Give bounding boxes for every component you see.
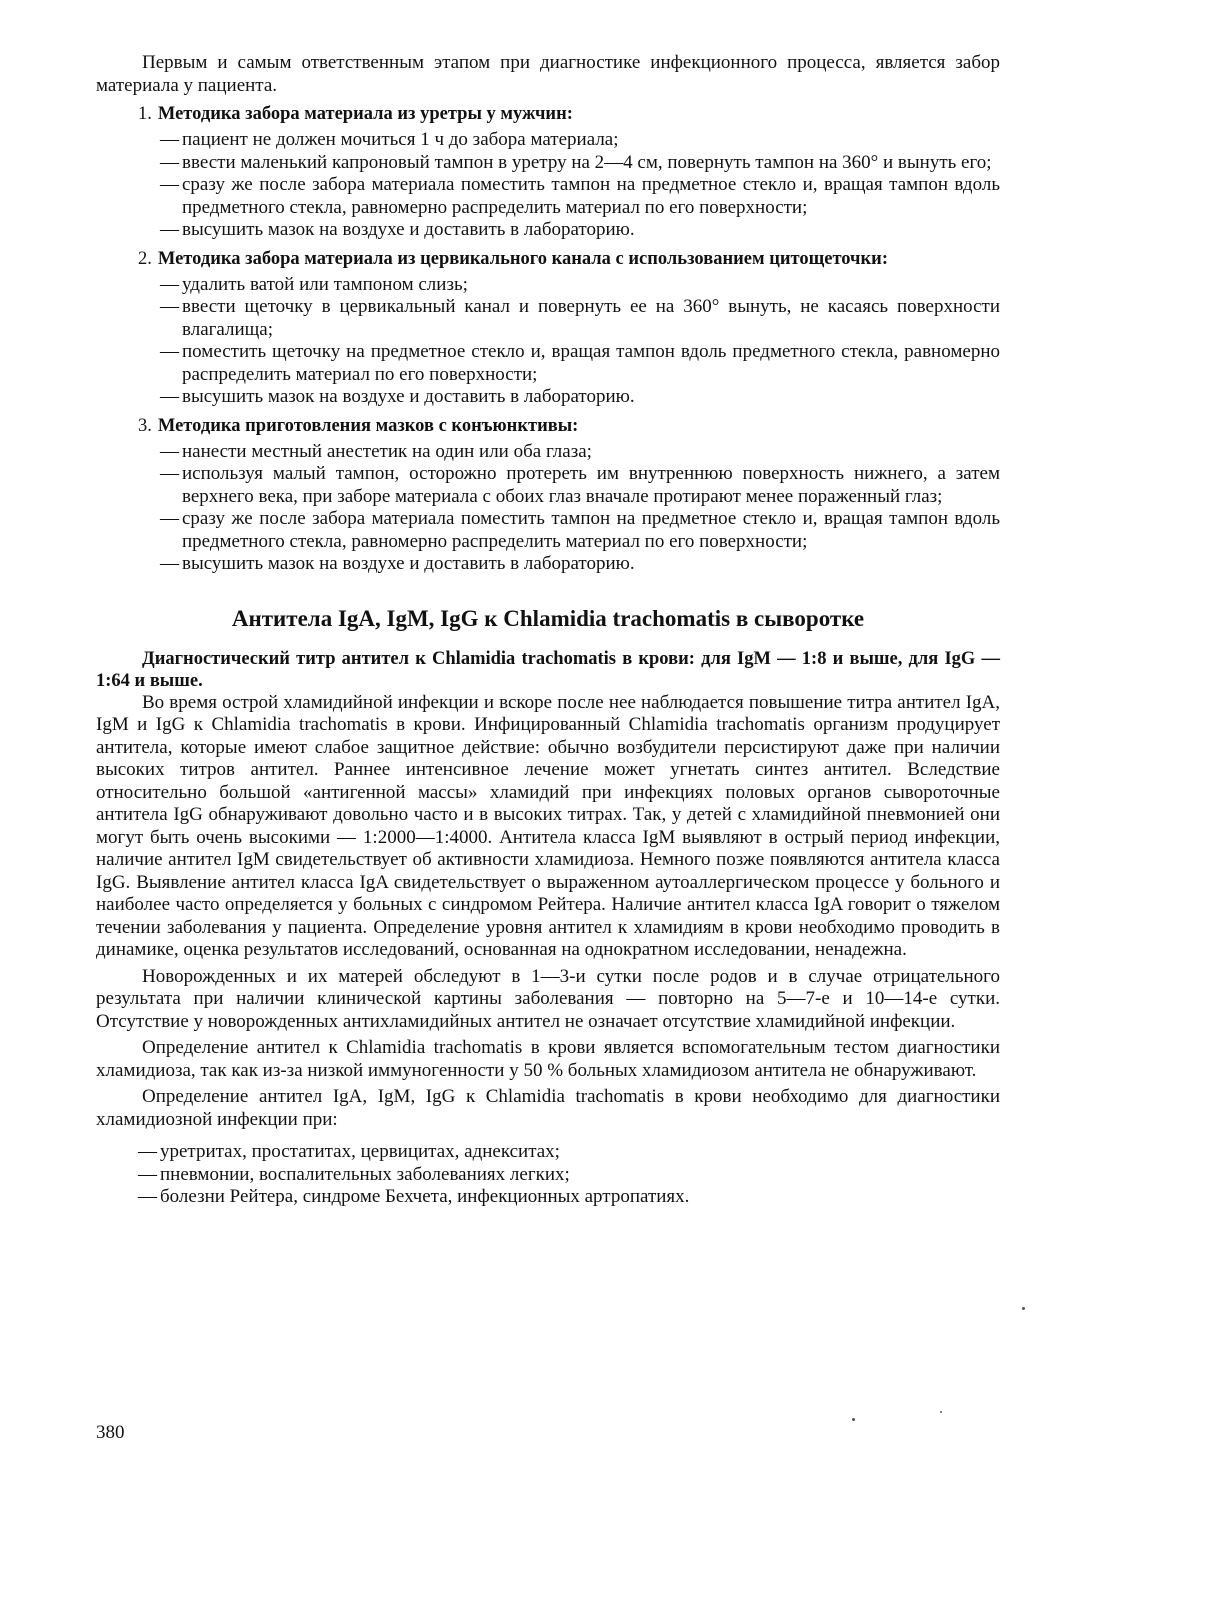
list-item: — высушить мазок на воздухе и доставить в лабораторию. — [160, 219, 1000, 242]
article-title: Антитела IgA, IgM, IgG к Chlamidia trachomatis в сыворотке — [231, 605, 865, 631]
list-item: — пневмонии, воспалительных заболеваниях легких; — [138, 1164, 1000, 1187]
section-1 — [96, 103, 1000, 242]
scan-speck — [940, 1411, 942, 1413]
conditions-list — [96, 1141, 1000, 1209]
body-paragraph: Во время острой хламидийной инфекции и вскоре после нее наблюдается повышение титра антител IgA, IgM и IgG к Chlamidia trachomatis в крови. Инфицированный Chlamidia trachomatis организм продуцирует антитела, которые имеют слабое защитное действие: обычно возбудители персистируют даже при наличии высоких титров антител. Раннее интенсивное лечение может угнетать синтез антител. Вследствие относительно большой «антигенной массы» хламидий при инфекциях половых органов сывороточные антитела IgG обнаруживают довольно часто и в высоких титрах. Так, у детей с хламидийной пневмонией они могут быть очень высокими — 1:2000—1:4000. Антитела класса IgM выявляют в острый период инфекции, наличие антител IgM свидетельствует об активности хламидиоза. Немного позже появляются антитела класса IgG. Выявление антител класса IgA свидетельствует о выраженном аутоаллергическом процессе у больного и наиболее часто определяется у больных с синдромом Рейтера. Наличие антител класса IgA говорит о тяжелом течении заболевания у пациента. Определение уровня антител к хламидиям в крови необходимо проводить в динамике, оценка результатов исследований, основанная на однократном исследовании, ненадежна. — [96, 691, 1000, 960]
section-heading: 2. Методика забора материала из цервикального канала с использованием цитощеточки: — [138, 248, 888, 269]
list-item: — пациент не должен мочиться 1 ч до забора материала; — [160, 129, 1000, 152]
step-list — [96, 129, 1000, 242]
section-heading: 1. Методика забора материала из уретры у мужчин: — [138, 104, 573, 124]
body-paragraph: Определение антител IgA, IgM, IgG к Chlamidia trachomatis в крови необходимо для диагностики хламидиозной инфекции при: — [96, 1086, 1000, 1130]
scan-speck — [852, 1418, 855, 1421]
list-item: — нанести местный анестетик на один или оба глаза; — [160, 441, 1000, 464]
list-item: — болезни Рейтера, синдроме Бехчета, инфекционных артропатиях. — [138, 1186, 1000, 1209]
body-paragraph: Определение антител к Chlamidia trachomatis в крови является вспомогательным тестом диагностики хламидиоза, так как из-за низкой иммуногенности у 50 % больных хламидиозом антитела не обнаруживают. — [96, 1037, 1000, 1081]
body-paragraph: Новорожденных и их матерей обследуют в 1—3-и сутки после родов и в случае отрицательного результата при наличии клинической картины заболевания — повторно на 5—7-е и 10—14-е сутки. Отсутствие у новорожденных антихламидийных антител не означает отсутствие хламидийной инфекции. — [96, 965, 1000, 1032]
list-item: — сразу же после забора материала поместить тампон на предметное стекло и, вращая тампон вдоль предметного стекла, равномерно распределить материал по его поверхности; — [160, 174, 1000, 219]
page-number: 380 — [96, 1422, 125, 1443]
list-item: — удалить ватой или тампоном слизь; — [160, 274, 1000, 297]
section-3 — [96, 415, 1000, 576]
list-item: — уретритах, простатитах, цервицитах, аднекситах; — [138, 1141, 1000, 1164]
list-item: — сразу же после забора материала поместить тампон на предметное стекло и, вращая тампон вдоль предметного стекла, равномерно распределить материал по его поверхности; — [160, 508, 1000, 553]
intro-paragraph: Первым и самым ответственным этапом при диагностике инфекционного процесса, является забор материала у пациента. — [96, 52, 1000, 96]
step-list — [96, 441, 1000, 576]
list-item: — высушить мазок на воздухе и доставить в лабораторию. — [160, 386, 1000, 409]
step-list — [96, 274, 1000, 409]
list-item: — ввести щеточку в цервикальный канал и повернуть ее на 360° вынуть, не касаясь поверхности влагалища; — [160, 296, 1000, 341]
list-item: — поместить щеточку на предметное стекло и, вращая тампон вдоль предметного стекла, равномерно распределить материал по его поверхности; — [160, 341, 1000, 386]
scan-speck — [1022, 1307, 1025, 1310]
section-heading: 3. Методика приготовления мазков с конъюнктивы: — [138, 415, 579, 436]
list-item: — высушить мазок на воздухе и доставить в лабораторию. — [160, 553, 1000, 576]
section-2 — [96, 248, 1000, 409]
list-item: — ввести маленький капроновый тампон в уретру на 2—4 см, повернуть тампон на 360° и вынуть его; — [160, 152, 1000, 175]
list-item: — используя малый тампон, осторожно протереть им внутреннюю поверхность нижнего, а затем верхнего века, при заборе материала с обоих глаз вначале протирают менее пораженный глаз; — [160, 463, 1000, 508]
titer-lead: Диагностический титр антител к Chlamidia trachomatis в крови: для IgM — 1:8 и выше, для IgG — 1:64 и выше. — [96, 648, 1000, 691]
document-page — [96, 52, 1000, 1209]
